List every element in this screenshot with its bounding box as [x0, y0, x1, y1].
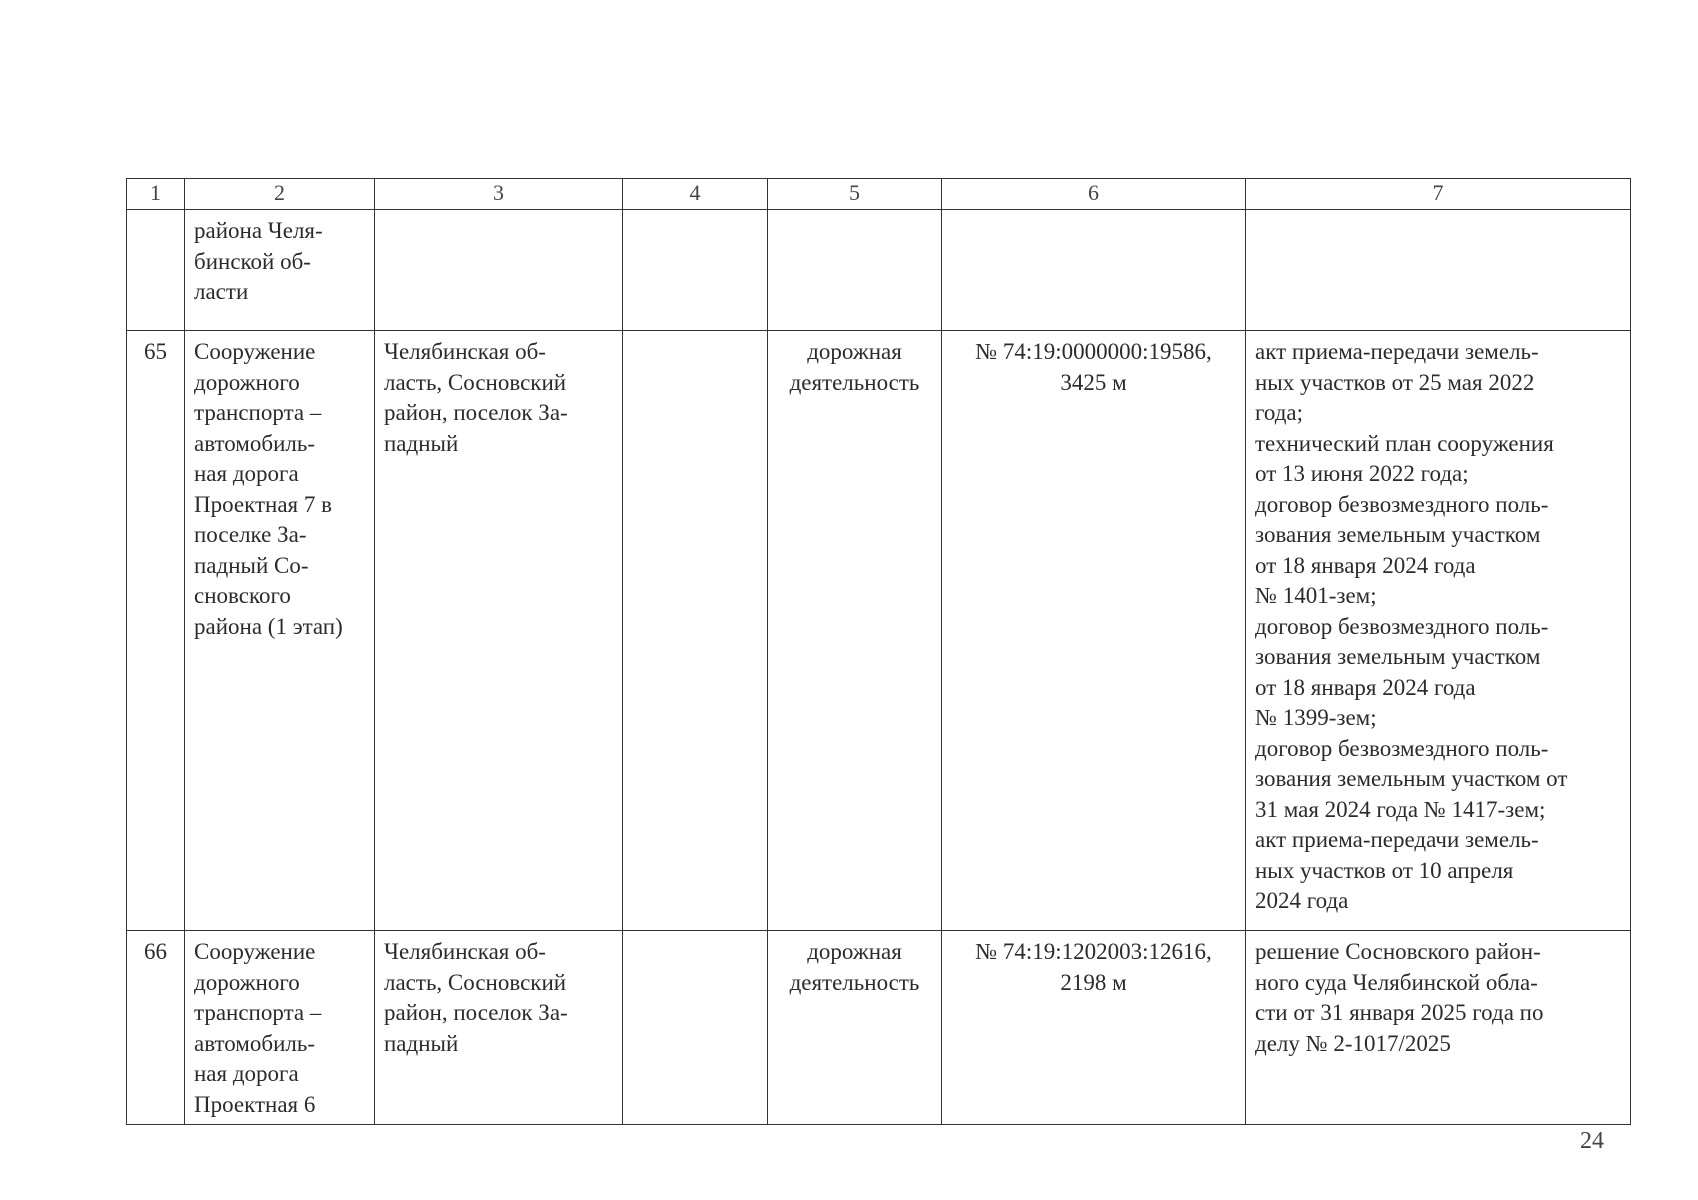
row-number-cell: 66: [127, 931, 185, 1125]
cadastral-cell: № 74:19:0000000:19586, 3425 м: [942, 331, 1246, 931]
object-name-cell: Сооружение дорожного транспорта – автомобиль- ная дорога Проектная 6: [185, 931, 375, 1125]
table-row: [127, 331, 1631, 931]
documents-cell: решение Сосновского район- ного суда Челябинской обла- сти от 31 января 2025 года по делу № 2-1017/2025: [1246, 931, 1631, 1125]
purpose-cell: дорожная деятельность: [768, 331, 942, 931]
column-header: 5: [768, 179, 942, 210]
column-header: 7: [1246, 179, 1631, 210]
address-cell: [375, 210, 623, 331]
purpose-cell: [768, 210, 942, 331]
registry-table: [126, 178, 1631, 1125]
table-row: [127, 210, 1631, 331]
empty-cell: [623, 210, 768, 331]
object-name-cell: района Челя- бинской об- ласти: [185, 210, 375, 331]
empty-cell: [623, 931, 768, 1125]
purpose-cell: дорожная деятельность: [768, 931, 942, 1125]
table-header-row: [127, 179, 1631, 210]
column-header: 1: [127, 179, 185, 210]
object-name-cell: Сооружение дорожного транспорта – автомобиль- ная дорога Проектная 7 в поселке За- падный Со- сновского района (1 этап): [185, 331, 375, 931]
column-header: 3: [375, 179, 623, 210]
column-header: 6: [942, 179, 1246, 210]
column-header: 4: [623, 179, 768, 210]
address-cell: Челябинская об- ласть, Сосновский район, поселок За- падный: [375, 331, 623, 931]
row-number-cell: 65: [127, 331, 185, 931]
page-number: 24: [1580, 1128, 1604, 1154]
documents-cell: акт приема-передачи земель- ных участков от 25 мая 2022 года; технический план сооружения от 13 июня 2022 года; договор безвозмездного поль- зования земельным участком от 18 января 2024 года № 1401-зем; договор безвозмездного поль- зования земельным участком от 18 января 2024 года № 1399-зем; договор безвозмездного поль- зования земельным участком от 31 мая 2024 года № 1417-зем; акт приема-передачи земель- ных участков от 10 апреля 2024 года: [1246, 331, 1631, 931]
cadastral-cell: [942, 210, 1246, 331]
documents-cell: [1246, 210, 1631, 331]
address-cell: Челябинская об- ласть, Сосновский район, поселок За- падный: [375, 931, 623, 1125]
cadastral-cell: № 74:19:1202003:12616, 2198 м: [942, 931, 1246, 1125]
table-row: [127, 931, 1631, 1125]
empty-cell: [623, 331, 768, 931]
column-header: 2: [185, 179, 375, 210]
row-number-cell: [127, 210, 185, 331]
